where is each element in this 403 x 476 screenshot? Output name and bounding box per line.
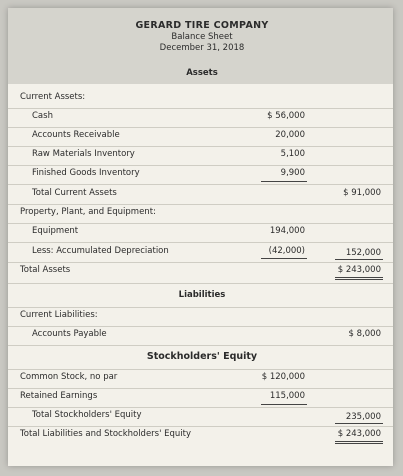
finished-goods-value: 9,900	[280, 168, 305, 178]
accumulated-depreciation-label: Less: Accumulated Depreciation	[32, 246, 169, 256]
total-assets-value: $ 243,000	[337, 265, 381, 275]
subtotal-underline	[261, 404, 307, 405]
raw-materials-value: 5,100	[280, 149, 305, 159]
cash-label: Cash	[32, 111, 53, 121]
row-divider	[8, 369, 393, 370]
accounts-receivable-label: Accounts Receivable	[32, 130, 120, 140]
raw-materials-label: Raw Materials Inventory	[32, 149, 135, 159]
total-equity-value: 235,000	[345, 412, 381, 422]
accounts-payable-label: Accounts Payable	[32, 329, 107, 339]
ppe-label: Property, Plant, and Equipment:	[20, 207, 156, 217]
net-ppe-value: 152,000	[345, 248, 381, 258]
row-divider	[8, 326, 393, 327]
double-underline	[335, 277, 383, 278]
statement-date: December 31, 2018	[159, 43, 245, 53]
total-liabilities-equity-value: $ 243,000	[337, 429, 381, 439]
row-divider	[8, 165, 393, 166]
row-divider	[8, 204, 393, 205]
assets-heading: Assets	[186, 68, 218, 78]
row-divider	[8, 283, 393, 284]
row-divider	[8, 127, 393, 128]
retained-earnings-label: Retained Earnings	[20, 391, 98, 401]
equipment-value: 194,000	[269, 226, 305, 236]
row-divider	[8, 146, 393, 147]
cash-value: $ 56,000	[267, 111, 305, 121]
double-underline	[335, 279, 383, 280]
subtotal-underline	[261, 181, 307, 182]
row-divider	[8, 307, 393, 308]
total-current-assets-label: Total Current Assets	[32, 188, 117, 198]
common-stock-value: $ 120,000	[261, 372, 305, 382]
row-divider	[8, 407, 393, 408]
common-stock-label: Common Stock, no par	[20, 372, 118, 382]
subtotal-underline	[261, 258, 307, 259]
company-name: GERARD TIRE COMPANY	[135, 20, 269, 31]
finished-goods-label: Finished Goods Inventory	[32, 168, 140, 178]
total-assets-label: Total Assets	[20, 265, 71, 275]
double-underline	[335, 441, 383, 442]
equipment-label: Equipment	[32, 226, 79, 236]
accounts-payable-value: $ 8,000	[348, 329, 381, 339]
row-divider	[8, 388, 393, 389]
equity-heading: Stockholders' Equity	[146, 351, 258, 362]
liabilities-heading: Liabilities	[178, 290, 226, 300]
row-divider	[8, 345, 393, 346]
subtotal-underline	[335, 423, 383, 424]
row-divider	[8, 223, 393, 224]
statement-title: Balance Sheet	[171, 32, 233, 42]
current-assets-label: Current Assets:	[20, 92, 86, 102]
accounts-receivable-value: 20,000	[275, 130, 305, 140]
total-liabilities-equity-label: Total Liabilities and Stockholders' Equity	[20, 429, 192, 439]
accumulated-depreciation-value: (42,000)	[268, 246, 305, 256]
double-underline	[335, 443, 383, 444]
row-divider	[8, 184, 393, 185]
row-divider	[8, 426, 393, 427]
row-divider	[8, 108, 393, 109]
total-current-assets-value: $ 91,000	[343, 188, 381, 198]
subtotal-underline	[335, 259, 383, 260]
row-divider	[8, 262, 393, 263]
row-divider	[8, 242, 393, 243]
balance-sheet	[8, 8, 393, 466]
current-liabilities-label: Current Liabilities:	[20, 310, 98, 320]
retained-earnings-value: 115,000	[269, 391, 305, 401]
total-equity-label: Total Stockholders' Equity	[32, 410, 142, 420]
